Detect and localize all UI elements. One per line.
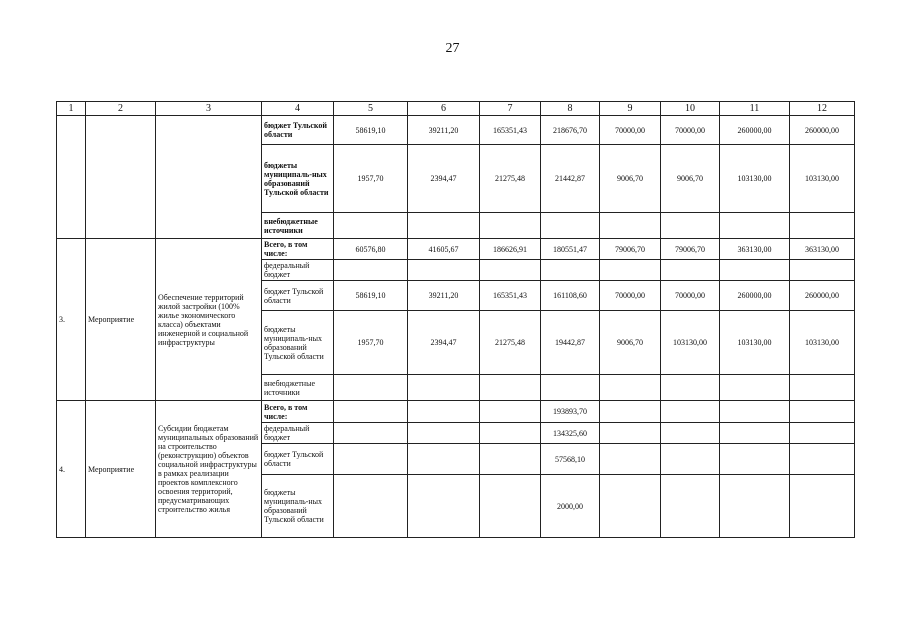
- value-cell: [480, 475, 541, 538]
- item-number: 4.: [57, 401, 86, 538]
- value-cell: [661, 401, 720, 423]
- table-row: [57, 239, 855, 260]
- item-description: Субсидии бюджетам муниципальных образований на строительство (реконструкцию) объектов социальной инфраструктуры в рамках реализации проектов комплексного освоения территорий, предусматривающих строительство жилья: [156, 401, 262, 538]
- value-cell: [600, 401, 661, 423]
- value-cell: [790, 401, 855, 423]
- value-cell: [408, 423, 480, 444]
- value-cell: [600, 213, 661, 239]
- value-cell: 165351,43: [480, 116, 541, 145]
- value-cell: 260000,00: [720, 281, 790, 311]
- value-cell: [661, 375, 720, 401]
- item-number: 3.: [57, 239, 86, 401]
- value-cell: [480, 444, 541, 475]
- table-row: [57, 116, 855, 145]
- value-cell: 70000,00: [661, 116, 720, 145]
- value-cell: 193893,70: [541, 401, 600, 423]
- value-cell: [720, 260, 790, 281]
- item-description: Обеспечение территорий жилой застройки (100% жилье экономического класса) объектами инженерной и социальной инфраструктуры: [156, 239, 262, 401]
- funding-source: бюджеты муниципаль-ных образований Тульской области: [262, 145, 334, 213]
- funding-source: Всего, в том числе:: [262, 401, 334, 423]
- value-cell: [480, 260, 541, 281]
- empty-cell: [57, 116, 86, 239]
- value-cell: [600, 375, 661, 401]
- value-cell: 2394,47: [408, 145, 480, 213]
- value-cell: [600, 444, 661, 475]
- value-cell: [720, 213, 790, 239]
- value-cell: 79006,70: [661, 239, 720, 260]
- value-cell: [790, 260, 855, 281]
- value-cell: 218676,70: [541, 116, 600, 145]
- value-cell: 57568,10: [541, 444, 600, 475]
- column-header: 7: [480, 102, 541, 116]
- value-cell: [408, 260, 480, 281]
- value-cell: [334, 444, 408, 475]
- value-cell: [334, 375, 408, 401]
- value-cell: [334, 213, 408, 239]
- item-type: Мероприятие: [86, 239, 156, 401]
- value-cell: [334, 423, 408, 444]
- funding-source: бюджеты муниципаль-ных образований Тульской области: [262, 311, 334, 375]
- value-cell: [334, 475, 408, 538]
- value-cell: 39211,20: [408, 116, 480, 145]
- value-cell: [720, 375, 790, 401]
- funding-source: федеральный бюджет: [262, 260, 334, 281]
- value-cell: 60576,80: [334, 239, 408, 260]
- value-cell: 79006,70: [600, 239, 661, 260]
- value-cell: 41605,67: [408, 239, 480, 260]
- value-cell: [334, 260, 408, 281]
- value-cell: 363130,00: [790, 239, 855, 260]
- funding-source: Всего, в том числе:: [262, 239, 334, 260]
- column-header-row: [57, 102, 855, 116]
- value-cell: 19442,87: [541, 311, 600, 375]
- value-cell: 70000,00: [661, 281, 720, 311]
- value-cell: [790, 444, 855, 475]
- column-header: 9: [600, 102, 661, 116]
- value-cell: [661, 423, 720, 444]
- value-cell: 103130,00: [661, 311, 720, 375]
- value-cell: [720, 401, 790, 423]
- value-cell: 70000,00: [600, 281, 661, 311]
- budget-table: [56, 101, 855, 538]
- value-cell: 58619,10: [334, 281, 408, 311]
- value-cell: [408, 213, 480, 239]
- value-cell: [408, 401, 480, 423]
- value-cell: [720, 475, 790, 538]
- value-cell: [790, 423, 855, 444]
- column-header: 4: [262, 102, 334, 116]
- value-cell: [541, 375, 600, 401]
- value-cell: 260000,00: [790, 281, 855, 311]
- value-cell: [541, 213, 600, 239]
- page-number: 27: [445, 41, 460, 56]
- value-cell: 363130,00: [720, 239, 790, 260]
- empty-cell: [156, 116, 262, 239]
- item-type: Мероприятие: [86, 401, 156, 538]
- value-cell: [600, 260, 661, 281]
- value-cell: 103130,00: [790, 311, 855, 375]
- value-cell: 70000,00: [600, 116, 661, 145]
- value-cell: [480, 375, 541, 401]
- value-cell: 9006,70: [600, 145, 661, 213]
- empty-cell: [86, 116, 156, 239]
- value-cell: 186626,91: [480, 239, 541, 260]
- value-cell: [480, 213, 541, 239]
- column-header: 8: [541, 102, 600, 116]
- value-cell: 21275,48: [480, 311, 541, 375]
- value-cell: 1957,70: [334, 145, 408, 213]
- funding-source: внебюджетные источники: [262, 375, 334, 401]
- value-cell: [720, 444, 790, 475]
- funding-source: бюджет Тульской области: [262, 444, 334, 475]
- funding-source: бюджеты муниципаль-ных образований Тульской области: [262, 475, 334, 538]
- value-cell: 134325,60: [541, 423, 600, 444]
- value-cell: [480, 401, 541, 423]
- table-row: [57, 401, 855, 423]
- funding-source: бюджет Тульской области: [262, 281, 334, 311]
- value-cell: 9006,70: [661, 145, 720, 213]
- value-cell: 9006,70: [600, 311, 661, 375]
- column-header: 12: [790, 102, 855, 116]
- value-cell: [720, 423, 790, 444]
- value-cell: [480, 423, 541, 444]
- value-cell: 58619,10: [334, 116, 408, 145]
- value-cell: [790, 475, 855, 538]
- funding-source: федеральный бюджет: [262, 423, 334, 444]
- table-body: [57, 102, 855, 538]
- value-cell: [600, 423, 661, 444]
- column-header: 6: [408, 102, 480, 116]
- value-cell: 21275,48: [480, 145, 541, 213]
- value-cell: [334, 401, 408, 423]
- column-header: 5: [334, 102, 408, 116]
- funding-source: внебюджетные источники: [262, 213, 334, 239]
- column-header: 11: [720, 102, 790, 116]
- value-cell: [661, 475, 720, 538]
- value-cell: 103130,00: [720, 311, 790, 375]
- value-cell: [541, 260, 600, 281]
- value-cell: [661, 213, 720, 239]
- value-cell: [790, 375, 855, 401]
- value-cell: 103130,00: [720, 145, 790, 213]
- funding-source: бюджет Тульской области: [262, 116, 334, 145]
- value-cell: 161108,60: [541, 281, 600, 311]
- value-cell: 21442,87: [541, 145, 600, 213]
- value-cell: [408, 475, 480, 538]
- value-cell: 2000,00: [541, 475, 600, 538]
- value-cell: 260000,00: [720, 116, 790, 145]
- value-cell: [790, 213, 855, 239]
- value-cell: [600, 475, 661, 538]
- column-header: 3: [156, 102, 262, 116]
- column-header: 2: [86, 102, 156, 116]
- value-cell: 1957,70: [334, 311, 408, 375]
- value-cell: [408, 375, 480, 401]
- value-cell: 165351,43: [480, 281, 541, 311]
- value-cell: 2394,47: [408, 311, 480, 375]
- value-cell: 180551,47: [541, 239, 600, 260]
- value-cell: [661, 444, 720, 475]
- column-header: 10: [661, 102, 720, 116]
- value-cell: [661, 260, 720, 281]
- value-cell: [408, 444, 480, 475]
- value-cell: 39211,20: [408, 281, 480, 311]
- value-cell: 103130,00: [790, 145, 855, 213]
- value-cell: 260000,00: [790, 116, 855, 145]
- column-header: 1: [57, 102, 86, 116]
